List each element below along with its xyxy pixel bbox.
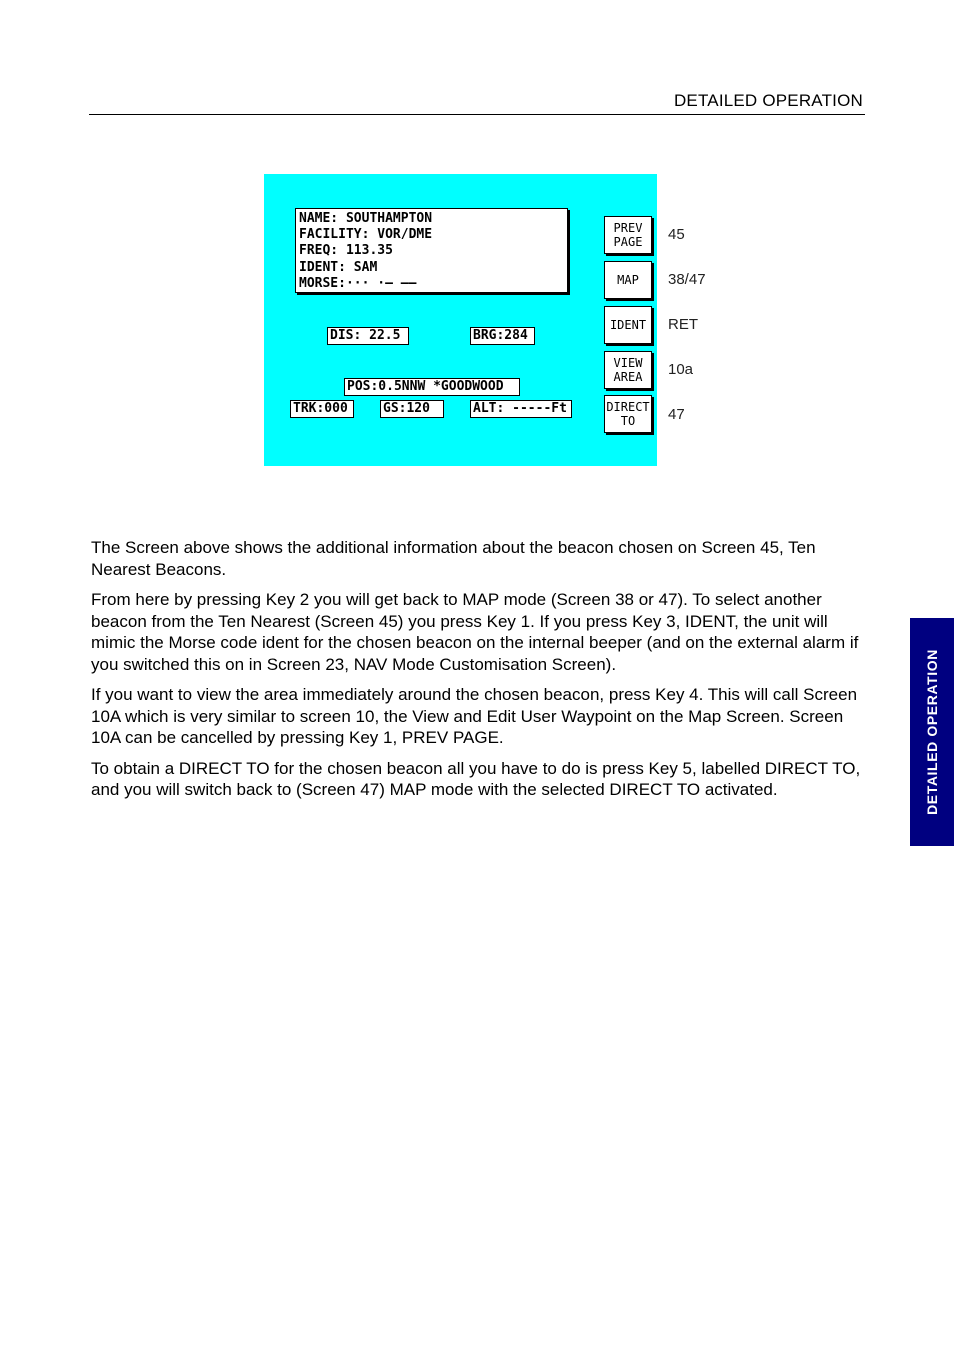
section-side-tab xyxy=(910,618,954,846)
paragraph: To obtain a DIRECT TO for the chosen beacon all you have to do is press Key 5, labelled DIRECT TO, and you will switch back to (Screen 47) MAP mode with the selected DIRECT TO activated. xyxy=(91,758,861,799)
direct-to-label-2: TO xyxy=(620,414,636,428)
prev-page-label-1: PREV xyxy=(613,221,643,235)
prev-page-label-2: PAGE xyxy=(613,235,643,249)
side-tab-label: DETAILED OPERATION xyxy=(924,649,940,815)
body-text xyxy=(91,537,867,810)
map-label: MAP xyxy=(617,273,639,287)
view-area-label-2: AREA xyxy=(613,370,643,384)
paragraph: If you want to view the area immediately around the chosen beacon, press Key 4. This will call Screen 10A which is very similar to screen 10, the View and Edit User Waypoint on the Map Screen. Screen 10A can be cancelled by pressing Key 1, PREV PAGE. xyxy=(91,685,858,747)
key-ref-direct-to: 47 xyxy=(668,406,685,423)
altitude-field: ALT: -----Ft xyxy=(470,400,572,418)
view-area-label-1: VIEW xyxy=(613,356,643,370)
beacon-frequency: FREQ: 113.35 xyxy=(299,243,393,259)
direct-to-button[interactable] xyxy=(604,395,652,433)
header-divider xyxy=(89,114,865,115)
beacon-ident: IDENT: SAM xyxy=(299,259,378,275)
page-header-title: DETAILED OPERATION xyxy=(673,91,863,110)
view-area-button[interactable] xyxy=(604,351,652,389)
key-ref-view-area: 10a xyxy=(668,361,694,378)
prev-page-button[interactable] xyxy=(604,216,652,254)
paragraph: From here by pressing Key 2 you will get back to MAP mode (Screen 38 or 47). To select another beacon from the Ten Nearest (Screen 45) you press Key 1. If you press Key 3, IDENT, the unit will mimic the Morse code ident for the chosen beacon on the internal beeper (and on the external alarm if you switched this on in Screen 23, NAV Mode Customisation Screen). xyxy=(91,590,859,674)
track-field: TRK:000 xyxy=(290,400,354,418)
bearing-field: BRG:284 xyxy=(470,327,535,345)
beacon-info-box xyxy=(295,208,568,293)
groundspeed-field: GS:120 xyxy=(380,400,444,418)
direct-to-label-1: DIRECT xyxy=(606,400,650,414)
beacon-morse: MORSE:··· ·‒ ‒‒ xyxy=(299,275,417,291)
key-ref-ident: RET xyxy=(668,316,698,333)
paragraph: The Screen above shows the additional information about the beacon chosen on Screen 45, Ten Nearest Beacons. xyxy=(91,538,816,579)
position-field: POS:0.5NNW *GOODWOOD xyxy=(344,378,520,396)
distance-field: DIS: 22.5 xyxy=(327,327,409,345)
device-screen xyxy=(264,174,657,466)
key-ref-map: 38/47 xyxy=(668,271,706,288)
beacon-name: NAME: SOUTHAMPTON xyxy=(299,211,433,226)
map-button[interactable] xyxy=(604,261,652,299)
ident-button[interactable] xyxy=(604,306,652,344)
ident-label: IDENT xyxy=(609,318,647,332)
beacon-facility: FACILITY: VOR/DME xyxy=(299,227,433,243)
key-ref-prev-page: 45 xyxy=(668,226,685,243)
